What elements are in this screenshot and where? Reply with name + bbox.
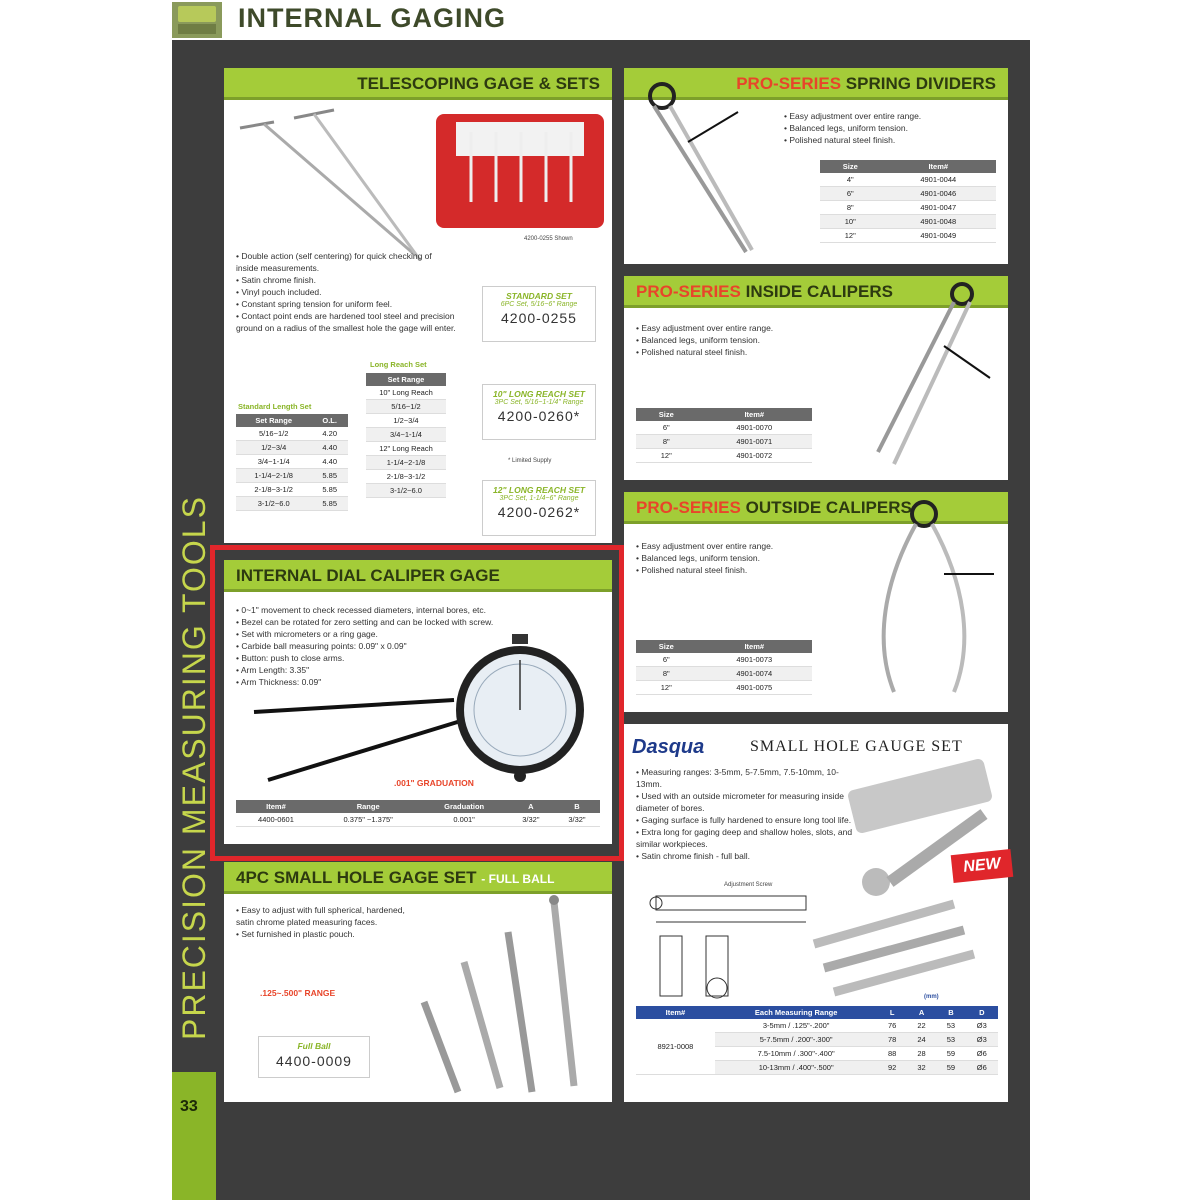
pro-series-label: PRO-SERIES bbox=[636, 282, 741, 301]
column-header: D bbox=[966, 1006, 998, 1019]
table-cell: 8921-0008 bbox=[636, 1019, 715, 1075]
table-cell: 53 bbox=[936, 1019, 965, 1033]
column-header: Item# bbox=[697, 640, 812, 653]
gauge-dimension-diagram bbox=[636, 892, 816, 1004]
table-cell: 4901-0074 bbox=[697, 667, 812, 681]
feature-item: • Carbide ball measuring points: 0.09" x 0.09" bbox=[236, 640, 606, 652]
table-cell: 8" bbox=[636, 435, 697, 449]
table-cell: 3/4~1-1/4 bbox=[366, 428, 446, 442]
page-number-tab bbox=[172, 1072, 216, 1200]
table-cell: 4901-0070 bbox=[697, 421, 812, 435]
set-name: Full Ball bbox=[297, 1041, 331, 1051]
outside-caliper-illustration bbox=[864, 492, 1004, 707]
set-desc: 3PC Set, 5/16~1-1/4" Range bbox=[494, 399, 584, 406]
feature-item: • Easy adjustment over entire range. bbox=[636, 322, 773, 334]
table-cell: 1/2~3/4 bbox=[366, 414, 446, 428]
table-cell: 4901-0071 bbox=[697, 435, 812, 449]
feature-item: • Set with micrometers or a ring gage. bbox=[236, 628, 606, 640]
standard-length-caption: Standard Length Set bbox=[238, 402, 312, 411]
table-cell: 10" bbox=[820, 215, 881, 229]
table-cell: 59 bbox=[936, 1047, 965, 1061]
table-cell: 5/16~1/2 bbox=[236, 427, 311, 441]
feature-item: • Extra long for gaging deep and shallow holes, slots, and similar workpieces. bbox=[636, 826, 856, 850]
column-header: Size bbox=[820, 160, 881, 173]
table-cell: 5.85 bbox=[311, 497, 348, 511]
table-cell: 10" Long Reach bbox=[366, 386, 446, 400]
dasqua-spec-table bbox=[636, 1006, 998, 1075]
long-reach-table bbox=[366, 373, 446, 498]
spring-dividers-panel bbox=[624, 68, 1008, 264]
feature-item: • Contact point ends are hardened tool steel and precision ground on a radius of the smallest hole the gage will enter. bbox=[236, 310, 456, 334]
table-cell: 4901-0048 bbox=[881, 215, 996, 229]
table-cell: 0.375" ~1.375" bbox=[316, 813, 420, 827]
standard-set-box bbox=[482, 286, 596, 342]
table-cell: Ø3 bbox=[966, 1033, 998, 1047]
column-header: B bbox=[936, 1006, 965, 1019]
table-cell: 4901-0072 bbox=[697, 449, 812, 463]
table-cell: 22 bbox=[907, 1019, 936, 1033]
dividers-title-text: SPRING DIVIDERS bbox=[845, 74, 996, 93]
table-cell: 5.85 bbox=[311, 469, 348, 483]
set-sku: 4400-0009 bbox=[276, 1053, 352, 1069]
column-header: Size bbox=[636, 408, 697, 421]
column-header: Each Measuring Range bbox=[715, 1006, 878, 1019]
table-cell: 8" bbox=[820, 201, 881, 215]
column-header: Item# bbox=[236, 800, 316, 813]
table-cell: 3/32" bbox=[508, 813, 554, 827]
range-callout: .125~.500" RANGE bbox=[260, 988, 336, 998]
table-cell: 6" bbox=[636, 653, 697, 667]
feature-item: • Satin chrome finish - full ball. bbox=[636, 850, 856, 862]
catalog-page bbox=[172, 0, 1030, 1200]
table-cell: 1/2~3/4 bbox=[236, 441, 311, 455]
table-cell: 12" bbox=[820, 229, 881, 243]
inside-table bbox=[636, 408, 812, 463]
long-reach-12-set-box bbox=[482, 480, 596, 536]
dasqua-brand-logo: Dasqua bbox=[632, 736, 705, 758]
table-cell: 88 bbox=[878, 1047, 907, 1061]
outside-calipers-panel bbox=[624, 492, 1008, 712]
feature-item: • Balanced legs, uniform tension. bbox=[636, 334, 773, 346]
table-cell: 7.5-10mm / .300"-.400" bbox=[715, 1047, 878, 1061]
table-cell: Ø3 bbox=[966, 1019, 998, 1033]
column-header: Size bbox=[636, 640, 697, 653]
table-cell: 53 bbox=[936, 1033, 965, 1047]
outside-features bbox=[636, 540, 773, 576]
feature-item: • Polished natural steel finish. bbox=[636, 346, 773, 358]
feature-item: • Constant spring tension for uniform feel. bbox=[236, 298, 456, 310]
new-badge: NEW bbox=[951, 849, 1014, 883]
table-cell: 4.40 bbox=[311, 441, 348, 455]
feature-item: • Set furnished in plastic pouch. bbox=[236, 928, 416, 940]
telescoping-panel bbox=[224, 68, 612, 543]
feature-item: • Polished natural steel finish. bbox=[784, 134, 921, 146]
dividers-features bbox=[784, 110, 921, 146]
feature-item: • 0~1" movement to check recessed diameters, internal bores, etc. bbox=[236, 604, 606, 616]
table-cell: 3/32" bbox=[554, 813, 600, 827]
table-cell: 2-1/8~3-1/2 bbox=[236, 483, 311, 497]
table-cell: 4901-0075 bbox=[697, 681, 812, 695]
table-cell: 4901-0049 bbox=[881, 229, 996, 243]
highlight-frame bbox=[210, 545, 624, 861]
column-header: Item# bbox=[636, 1006, 715, 1019]
feature-item: • Gaging surface is fully hardened to ensure long tool life. bbox=[636, 814, 856, 826]
table-cell: 4400-0601 bbox=[236, 813, 316, 827]
column-header: A bbox=[508, 800, 554, 813]
table-cell: Ø6 bbox=[966, 1047, 998, 1061]
pro-series-label: PRO-SERIES bbox=[736, 74, 842, 93]
pouch-caption: 4200-0255 Shown bbox=[524, 236, 573, 242]
feature-item: • Balanced legs, uniform tension. bbox=[636, 552, 773, 564]
table-cell: 8" bbox=[636, 667, 697, 681]
small-hole-title-text: 4PC SMALL HOLE GAGE SET bbox=[236, 868, 477, 887]
feature-item: • Vinyl pouch included. bbox=[236, 286, 456, 298]
set-name: 12" LONG REACH SET bbox=[493, 485, 585, 495]
set-desc: 3PC Set, 1-1/4~6" Range bbox=[499, 495, 579, 502]
table-cell: 4901-0046 bbox=[881, 187, 996, 201]
small-hole-header bbox=[224, 862, 612, 894]
table-cell: 5-7.5mm / .200"-.300" bbox=[715, 1033, 878, 1047]
table-cell: 4901-0073 bbox=[697, 653, 812, 667]
small-hole-gage-illustration bbox=[404, 892, 604, 1102]
side-section-label: PRECISION MEASURING TOOLS bbox=[176, 495, 212, 1040]
column-header: Item# bbox=[881, 160, 996, 173]
column-header: O.L. bbox=[311, 414, 348, 427]
table-cell: 59 bbox=[936, 1061, 965, 1075]
standard-length-table bbox=[236, 414, 348, 511]
set-sku: 4200-0260* bbox=[497, 408, 581, 424]
table-cell: 3-1/2~6.0 bbox=[366, 484, 446, 498]
column-header: Graduation bbox=[420, 800, 507, 813]
feature-item: • Balanced legs, uniform tension. bbox=[784, 122, 921, 134]
column-header: Set Range bbox=[366, 373, 446, 386]
set-sku: 4200-0262* bbox=[497, 504, 581, 520]
page-title: INTERNAL GAGING bbox=[238, 3, 507, 33]
table-cell: 10-13mm / .400"-.500" bbox=[715, 1061, 878, 1075]
full-ball-set-box bbox=[258, 1036, 370, 1078]
table-cell: 2-1/8~3-1/2 bbox=[366, 470, 446, 484]
inside-title-text: INSIDE CALIPERS bbox=[745, 282, 893, 301]
feature-item: • Easy adjustment over entire range. bbox=[784, 110, 921, 122]
inside-calipers-panel bbox=[624, 276, 1008, 480]
table-cell: 4.40 bbox=[311, 455, 348, 469]
table-cell: 76 bbox=[878, 1019, 907, 1033]
table-cell: 3-5mm / .125"-.200" bbox=[715, 1019, 878, 1033]
dial-title: INTERNAL DIAL CALIPER GAGE bbox=[236, 566, 500, 585]
feature-item: • Arm Length: 3.35" bbox=[236, 664, 606, 676]
small-hole-panel bbox=[224, 862, 612, 1102]
feature-item: • Polished natural steel finish. bbox=[636, 564, 773, 576]
column-header: Item# bbox=[697, 408, 812, 421]
table-cell: 5.85 bbox=[311, 483, 348, 497]
telescoping-title: TELESCOPING GAGE & SETS bbox=[357, 74, 600, 93]
table-cell: 3/4~1-1/4 bbox=[236, 455, 311, 469]
table-cell: 3-1/2~6.0 bbox=[236, 497, 311, 511]
table-cell: 4.20 bbox=[311, 427, 348, 441]
page-number: 33 bbox=[180, 1098, 198, 1115]
feature-item: • Double action (self centering) for quick checking of inside measurements. bbox=[236, 250, 456, 274]
table-cell: 6" bbox=[820, 187, 881, 201]
feature-item: • Button: push to close arms. bbox=[236, 652, 606, 664]
table-cell: 32 bbox=[907, 1061, 936, 1075]
set-desc: 6PC Set, 5/16~6" Range bbox=[500, 301, 578, 308]
small-hole-features bbox=[236, 904, 416, 940]
set-name: 10" LONG REACH SET bbox=[493, 389, 585, 399]
feature-item: • Measuring ranges: 3-5mm, 5-7.5mm, 7.5-10mm, 10-13mm. bbox=[636, 766, 856, 790]
table-cell: 0.001" bbox=[420, 813, 507, 827]
column-header: B bbox=[554, 800, 600, 813]
outside-table bbox=[636, 640, 812, 695]
set-sku: 4200-0255 bbox=[501, 310, 577, 326]
table-cell: 4" bbox=[820, 173, 881, 187]
feature-item: • Easy adjustment over entire range. bbox=[636, 540, 773, 552]
table-cell: Ø6 bbox=[966, 1061, 998, 1075]
long-reach-caption: Long Reach Set bbox=[370, 360, 427, 369]
feature-item: • Easy to adjust with full spherical, hardened, satin chrome plated measuring faces. bbox=[236, 904, 416, 928]
page-header bbox=[172, 0, 1030, 40]
telescoping-header bbox=[224, 68, 612, 100]
set-name: STANDARD SET bbox=[506, 291, 572, 301]
adjustment-screw-label: Adjustment Screw bbox=[724, 882, 773, 888]
table-cell: 78 bbox=[878, 1033, 907, 1047]
limited-supply-note: * Limited Supply bbox=[508, 458, 552, 464]
small-hole-title bbox=[236, 868, 554, 888]
table-cell: 1-1/4~2-1/8 bbox=[366, 456, 446, 470]
table-cell: 6" bbox=[636, 421, 697, 435]
column-header: L bbox=[878, 1006, 907, 1019]
table-cell: 4901-0047 bbox=[881, 201, 996, 215]
table-cell: 24 bbox=[907, 1033, 936, 1047]
feature-item: • Arm Thickness: 0.09" bbox=[236, 676, 606, 688]
telescoping-gage-illustration bbox=[234, 104, 424, 264]
column-header: Set Range bbox=[236, 414, 311, 427]
column-header: Range bbox=[316, 800, 420, 813]
spring-divider-illustration bbox=[628, 72, 776, 260]
pro-series-label: PRO-SERIES bbox=[636, 498, 741, 517]
feature-item: • Used with an outside micrometer for measuring inside diameter of bores. bbox=[636, 790, 856, 814]
dasqua-title: SMALL HOLE GAUGE SET bbox=[750, 738, 963, 755]
table-cell: 92 bbox=[878, 1061, 907, 1075]
table-cell: 12" bbox=[636, 681, 697, 695]
table-cell: 28 bbox=[907, 1047, 936, 1061]
table-cell: 1-1/4~2-1/8 bbox=[236, 469, 311, 483]
inside-caliper-illustration bbox=[854, 276, 1004, 476]
table-cell: 12" bbox=[636, 449, 697, 463]
dasqua-panel bbox=[624, 724, 1008, 1102]
dimension-unit-header: (mm) bbox=[924, 994, 939, 1000]
column-header: A bbox=[907, 1006, 936, 1019]
full-ball-tag: - FULL BALL bbox=[481, 872, 555, 886]
telescoping-features bbox=[236, 250, 456, 334]
table-cell: 5/16~1/2 bbox=[366, 400, 446, 414]
graduation-callout: .001" GRADUATION bbox=[394, 778, 474, 788]
feature-item: • Bezel can be rotated for zero setting and can be locked with screw. bbox=[236, 616, 606, 628]
long-reach-10-set-box bbox=[482, 384, 596, 440]
table-cell: 4901-0044 bbox=[881, 173, 996, 187]
outside-title-text: OUTSIDE CALIPERS bbox=[745, 498, 912, 517]
brand-logo bbox=[172, 2, 222, 38]
table-cell: 12" Long Reach bbox=[366, 442, 446, 456]
feature-item: • Satin chrome finish. bbox=[236, 274, 456, 286]
vinyl-pouch-photo bbox=[436, 112, 604, 230]
dividers-table bbox=[820, 160, 996, 243]
inside-features bbox=[636, 322, 773, 358]
